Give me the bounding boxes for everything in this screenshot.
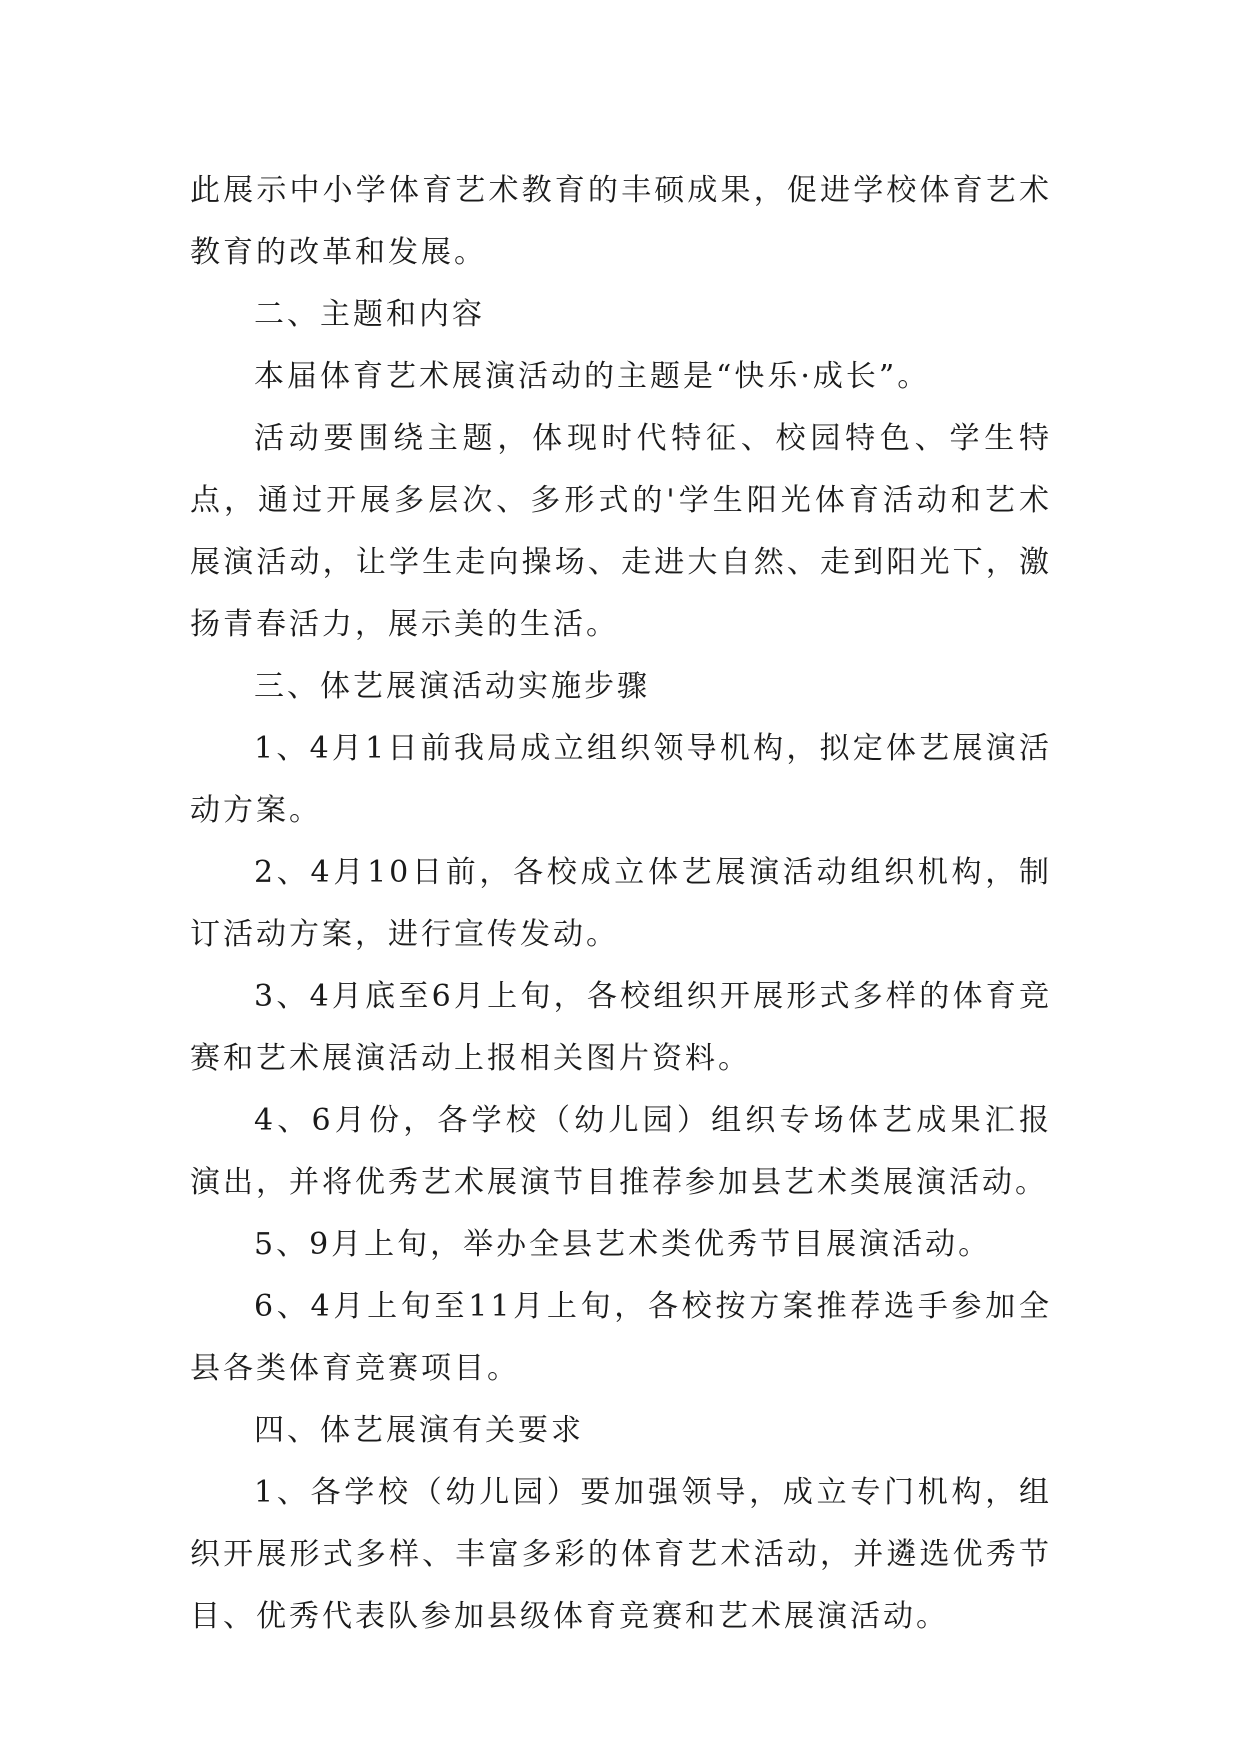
paragraph-theme: 本届体育艺术展演活动的主题是“快乐·成长”。 <box>254 359 931 394</box>
step-item-4: 4、6月份，各学校（幼儿园）组织专场体艺成果汇报演出，并将优秀艺术展演节目推荐参加县艺术类展演活动。 <box>190 1103 1052 1200</box>
step-item-5: 5、9月上旬，举办全县艺术类优秀节目展演活动。 <box>254 1227 992 1262</box>
section-heading-steps: 三、体艺展演活动实施步骤 <box>254 669 650 704</box>
step-item-1: 1、4月1日前我局成立组织领导机构，拟定体艺展演活动方案。 <box>190 731 1052 828</box>
paragraph-activity-description: 活动要围绕主题，体现时代特征、校园特色、学生特点，通过开展多层次、多形式的'学生阳光体育活动和艺术展演活动，让学生走向操场、走进大自然、走到阳光下，激扬青春活力，展示美的生活。 <box>190 421 1052 642</box>
requirement-item-1: 1、各学校（幼儿园）要加强领导，成立专门机构，组织开展形式多样、丰富多彩的体育艺术活动，并遴选优秀节目、优秀代表队参加县级体育竞赛和艺术展演活动。 <box>190 1475 1052 1634</box>
section-heading-requirements: 四、体艺展演有关要求 <box>254 1413 584 1448</box>
step-item-3: 3、4月底至6月上旬，各校组织开展形式多样的体育竞赛和艺术展演活动上报相关图片资料。 <box>190 979 1052 1076</box>
paragraph-intro-continuation: 此展示中小学体育艺术教育的丰硕成果，促进学校体育艺术教育的改革和发展。 <box>190 173 1052 270</box>
document-body <box>190 160 1052 1648</box>
step-item-2: 2、4月10日前，各校成立体艺展演活动组织机构，制订活动方案，进行宣传发动。 <box>190 855 1052 952</box>
section-heading-theme: 二、主题和内容 <box>254 297 485 332</box>
step-item-6: 6、4月上旬至11月上旬，各校按方案推荐选手参加全县各类体育竞赛项目。 <box>190 1289 1052 1386</box>
